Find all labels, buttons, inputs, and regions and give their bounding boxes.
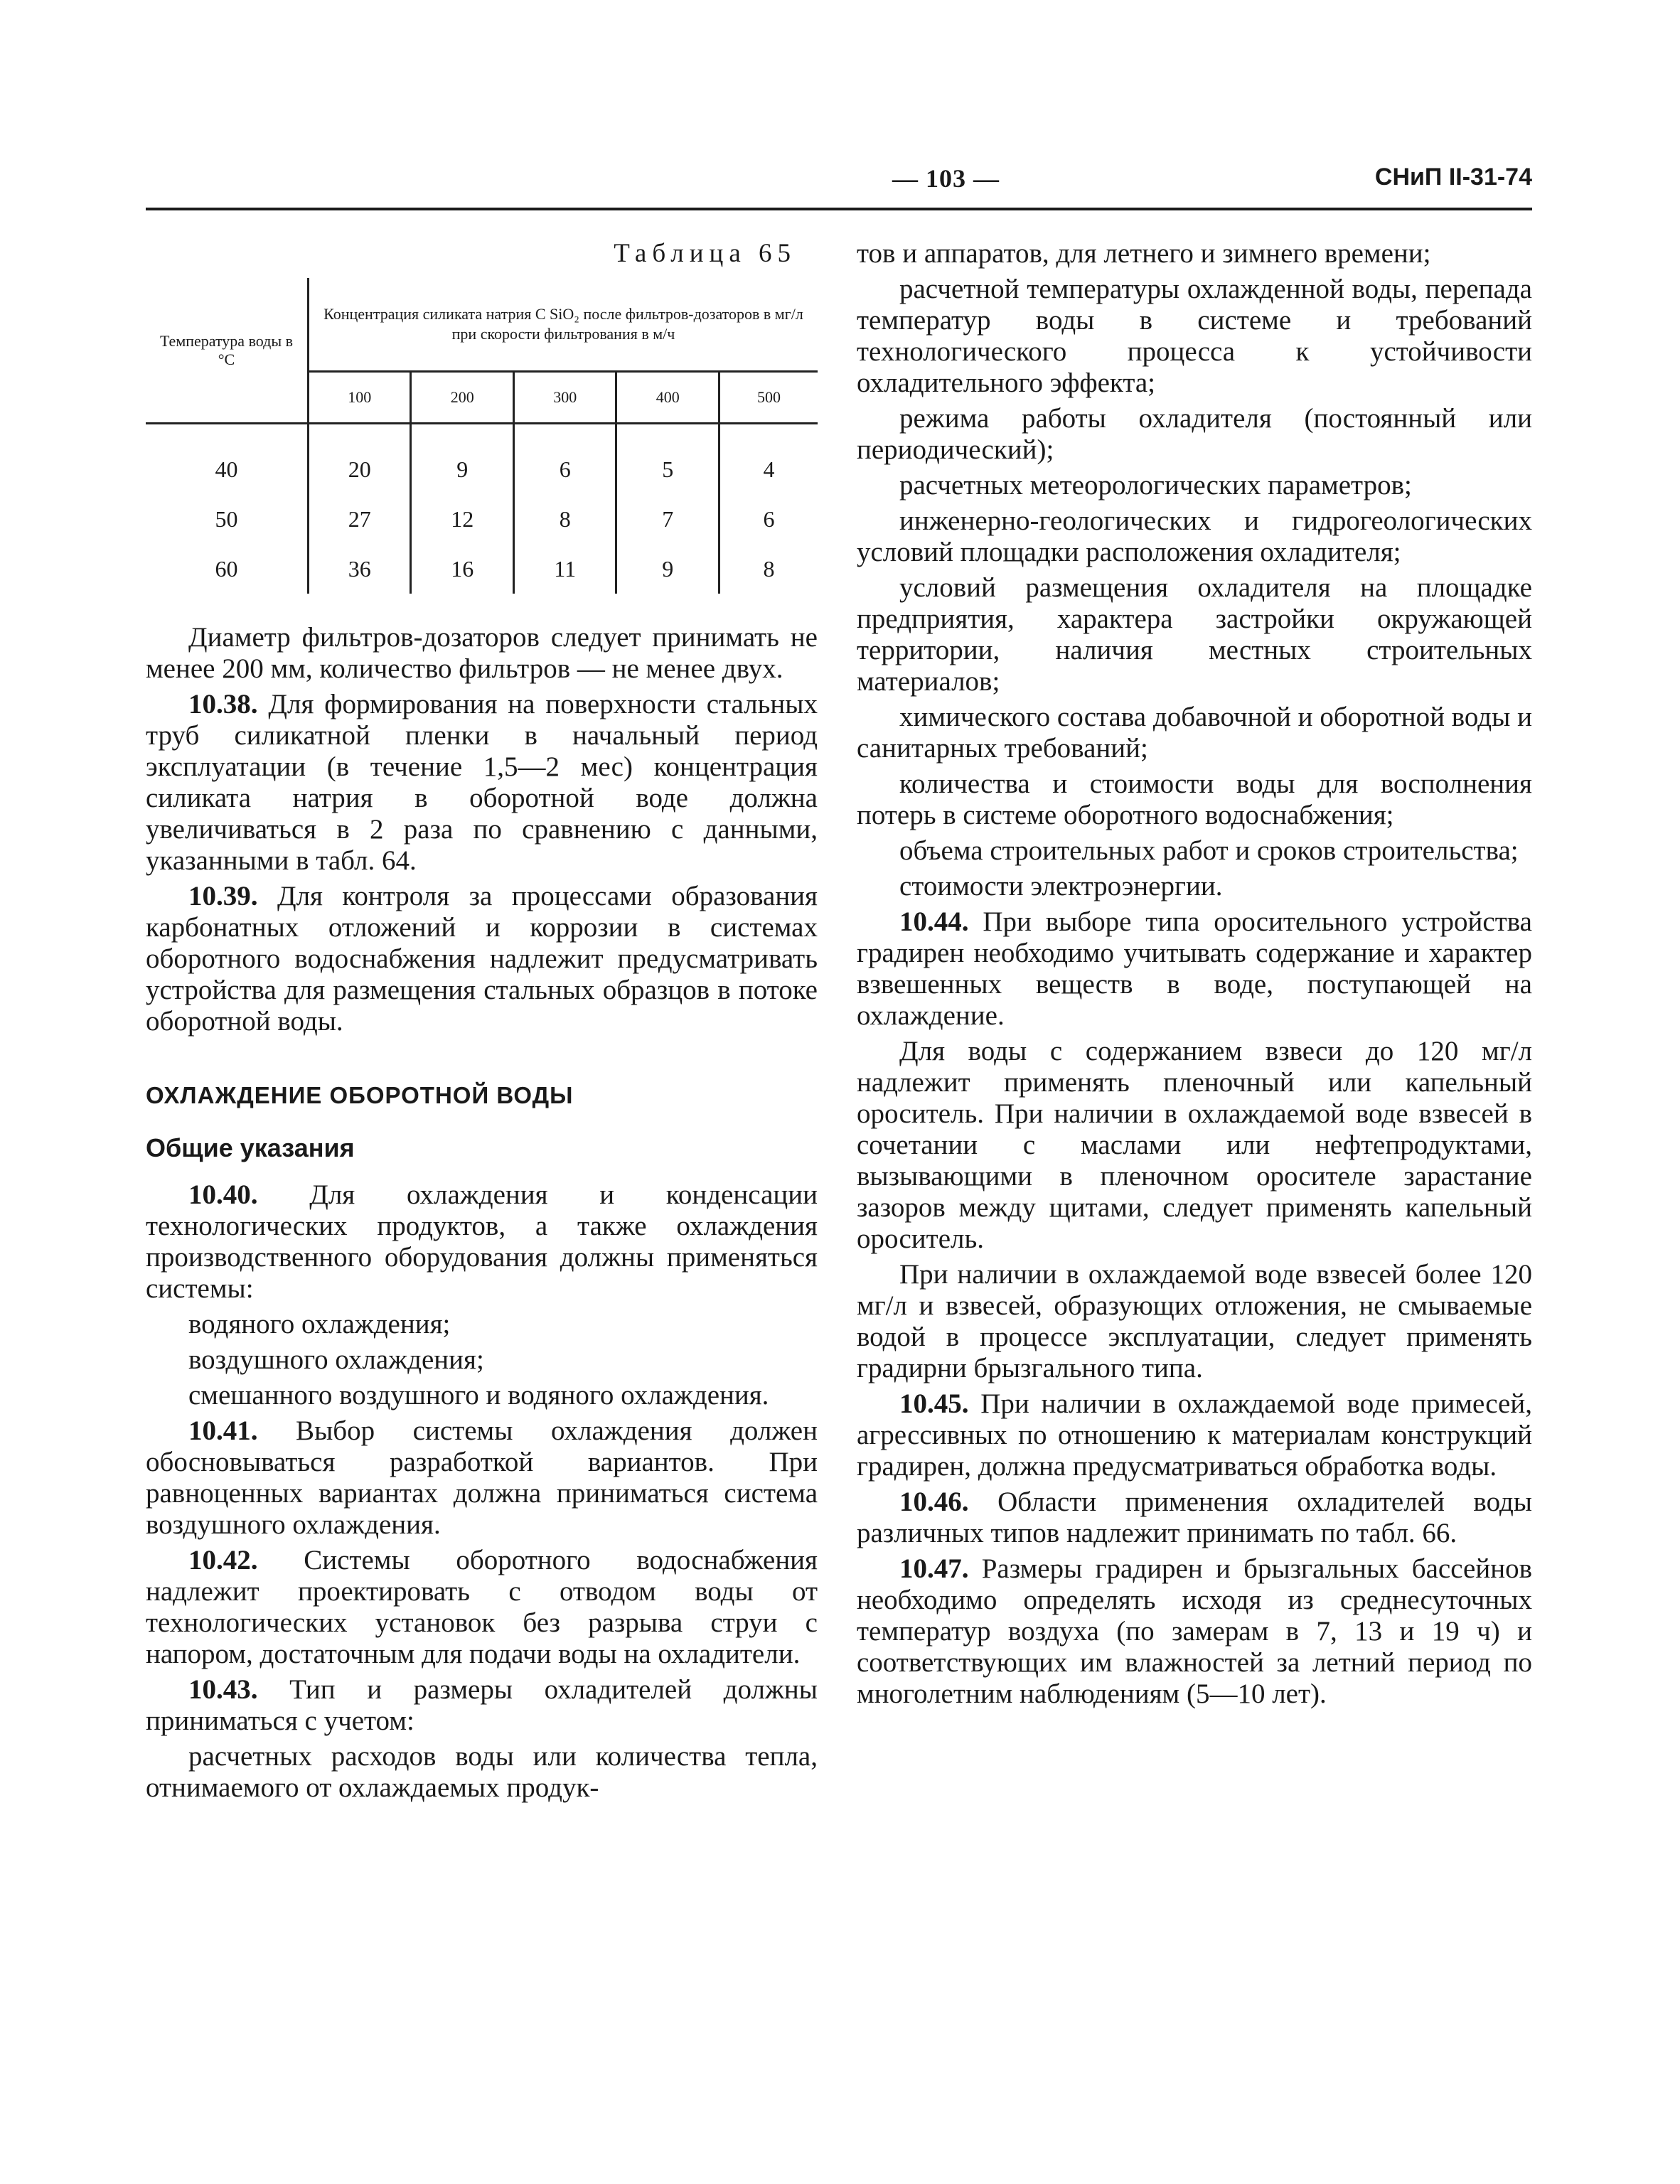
- clause-number: 10.47.: [899, 1553, 969, 1584]
- page-number: — 103 —: [892, 164, 1000, 193]
- clause-text: При наличии в охлаждаемой воде примесей, агрессивных по отношению к материалам конструкций градирен, должна предусматриваться обработка воды.: [857, 1388, 1532, 1482]
- clause-text: Выбор системы охлаждения должен обосновываться разработкой вариантов. При равноценных вариантах должна приниматься система воздушного охлаждения.: [146, 1415, 818, 1540]
- table-cell: 6: [513, 444, 616, 494]
- clause-number: 10.45.: [899, 1388, 969, 1419]
- clause-number: 10.42.: [188, 1545, 258, 1575]
- list-item: расчетных расходов воды или количества тепла, отнимаемого от охлаждаемых продук-: [146, 1741, 818, 1803]
- document-code: СНиП II-31-74: [1374, 164, 1532, 191]
- clause-text: Для охлаждения и конденсации технологических продуктов, а также охлаждения производственного оборудования должны применяться системы:: [146, 1179, 818, 1304]
- table-cell: 27: [309, 494, 411, 544]
- table-header-speed: 100: [309, 372, 411, 424]
- clause-number: 10.39.: [188, 881, 258, 911]
- paragraph-filter-diameter: Диаметр фильтров-дозаторов следует принимать не менее 200 мм, количество фильтров — не менее двух.: [146, 622, 818, 684]
- table-65: [146, 278, 818, 594]
- table-header-temperature: Температура воды в °С: [146, 278, 309, 424]
- list-item: тов и аппаратов, для летнего и зимнего времени;: [857, 238, 1431, 269]
- paragraph-10-38: [146, 689, 818, 877]
- clause-number: 10.41.: [188, 1415, 258, 1446]
- paragraph-10-42: [146, 1545, 818, 1670]
- table-caption: Таблица 65: [614, 239, 796, 268]
- page-header: [146, 164, 1532, 206]
- clause-text: Размеры градирен и брызгальных бассейнов необходимо определять исходя из среднесуточных температур воздуха (по замерам в 7, 13 и 19 ч) и соответствующих им влажностей за летний период по многолетним наблюдениям (5—10 лет).: [857, 1553, 1532, 1709]
- list-item: смешанного воздушного и водяного охлаждения.: [188, 1380, 769, 1410]
- left-column: [146, 238, 818, 1808]
- paragraph-10-41: [146, 1415, 818, 1541]
- right-column: [857, 238, 1532, 1714]
- table-cell-temp: 50: [146, 494, 309, 544]
- table-cell: 9: [411, 444, 513, 494]
- table-cell: 4: [763, 456, 775, 482]
- list-item: режима работы охладителя (постоянный или периодический);: [857, 403, 1532, 465]
- list-item: водяного охлаждения;: [188, 1309, 451, 1339]
- paragraph-10-40: [146, 1179, 818, 1305]
- subsection-heading: Общие указания: [146, 1133, 355, 1162]
- table-cell: 7: [616, 494, 719, 544]
- section-heading: ОХЛАЖДЕНИЕ ОБОРОТНОЙ ВОДЫ: [146, 1082, 574, 1108]
- paragraph-10-44-c: При наличии в охлаждаемой воде взвесей более 120 мг/л и взвесей, образующих отложения, не смываемые водой в процессе эксплуатации, следует применять градирни брызгального типа.: [857, 1259, 1532, 1383]
- table-cell: 20: [309, 444, 411, 494]
- table-header-speed: 300: [513, 372, 616, 424]
- list-item: количества и стоимости воды для восполнения потерь в системе оборотного водоснабжения;: [857, 769, 1532, 830]
- list-item: химического состава добавочной и оборотной воды и санитарных требований;: [857, 702, 1532, 764]
- table-cell: 12: [411, 494, 513, 544]
- table-cell: 8: [513, 494, 616, 544]
- clause-number: 10.46.: [899, 1487, 969, 1517]
- table-cell: 11: [513, 544, 616, 594]
- list-item: воздушного охлаждения;: [188, 1344, 484, 1375]
- table-cell-temp: 40: [146, 444, 309, 494]
- list-item: инженерно-геологических и гидрогеологических условий площадки расположения охладителя;: [857, 505, 1532, 567]
- table-cell: 16: [411, 544, 513, 594]
- table-row: [146, 444, 818, 494]
- table-header-concentration: Концентрация силиката натрия C SiO₂ после фильтров-дозаторов в мг/л при скорости фильтрования в м/ч: [309, 278, 818, 372]
- clause-number: 10.38.: [188, 689, 258, 719]
- clause-text: Системы оборотного водоснабжения надлежит проектировать с отводом воды от технологических установок без разрыва струи с напором, достаточным для подачи воды на охладители.: [146, 1545, 818, 1669]
- paragraph-10-44: [857, 906, 1532, 1032]
- clause-number: 10.43.: [188, 1674, 258, 1705]
- clause-text: Тип и размеры охладителей должны приниматься с учетом:: [146, 1674, 818, 1736]
- table-header-speed: 500: [756, 388, 781, 406]
- paragraph-10-47: [857, 1553, 1532, 1710]
- paragraph-10-45: [857, 1388, 1532, 1482]
- list-item: расчетных метеорологических параметров;: [899, 470, 1412, 500]
- paragraph-10-46: [857, 1487, 1532, 1549]
- list-item: объема строительных работ и сроков строительства;: [899, 835, 1519, 866]
- paragraph-10-43: [146, 1674, 818, 1737]
- table-cell: 6: [763, 506, 775, 532]
- list-item: условий размещения охладителя на площадке предприятия, характера застройки окружающей территории, наличия местных строительных материалов;: [857, 572, 1532, 697]
- table-header-speed: 400: [616, 372, 719, 424]
- clause-text: При выборе типа оросительного устройства градирен необходимо учитывать содержание и характер взвешенных веществ в воде, поступающей на охлаждение.: [857, 906, 1532, 1031]
- table-cell-temp: 60: [146, 544, 309, 594]
- clause-text: Для формирования на поверхности стальных труб силикатной пленки в начальный период эксплуатации (в течение 1,5—2 мес) концентрация силиката натрия в оборотной воде должна увеличиваться в 2 раза по сравнению с данными, указанными в табл. 64.: [146, 689, 818, 876]
- paragraph-10-39: [146, 881, 818, 1037]
- paragraph-10-44-b: Для воды с содержанием взвеси до 120 мг/л надлежит применять пленочный или капельный ороситель. При наличии в охлаждаемой воде взвесей в сочетании с маслами или нефтепродуктами, вызывающими в пленочном оросителе зарастание зазоров между щитами, следует применять капельный ороситель.: [857, 1036, 1532, 1254]
- list-item: стоимости электроэнергии.: [899, 871, 1223, 901]
- clause-text: Для контроля за процессами образования карбонатных отложений и коррозии в системах оборотного водоснабжения надлежит предусматривать устройства для размещения стальных образцов в потоке оборотной воды.: [146, 881, 818, 1037]
- header-rule: [146, 208, 1532, 210]
- clause-text: Области применения охладителей воды различных типов надлежит принимать по табл. 66.: [857, 1487, 1532, 1548]
- clause-number: 10.44.: [899, 906, 969, 937]
- clause-number: 10.40.: [188, 1179, 258, 1210]
- table-cell: 5: [616, 444, 719, 494]
- table-cell: 8: [763, 556, 775, 582]
- table-header-speed: 200: [411, 372, 513, 424]
- table-cell: 36: [309, 544, 411, 594]
- list-item: расчетной температуры охлажденной воды, перепада температур воды в системе и требований технологического процесса к устойчивости охладительного эффекта;: [857, 274, 1532, 398]
- table-row: [146, 544, 818, 594]
- table-cell: 9: [616, 544, 719, 594]
- table-row: [146, 494, 818, 544]
